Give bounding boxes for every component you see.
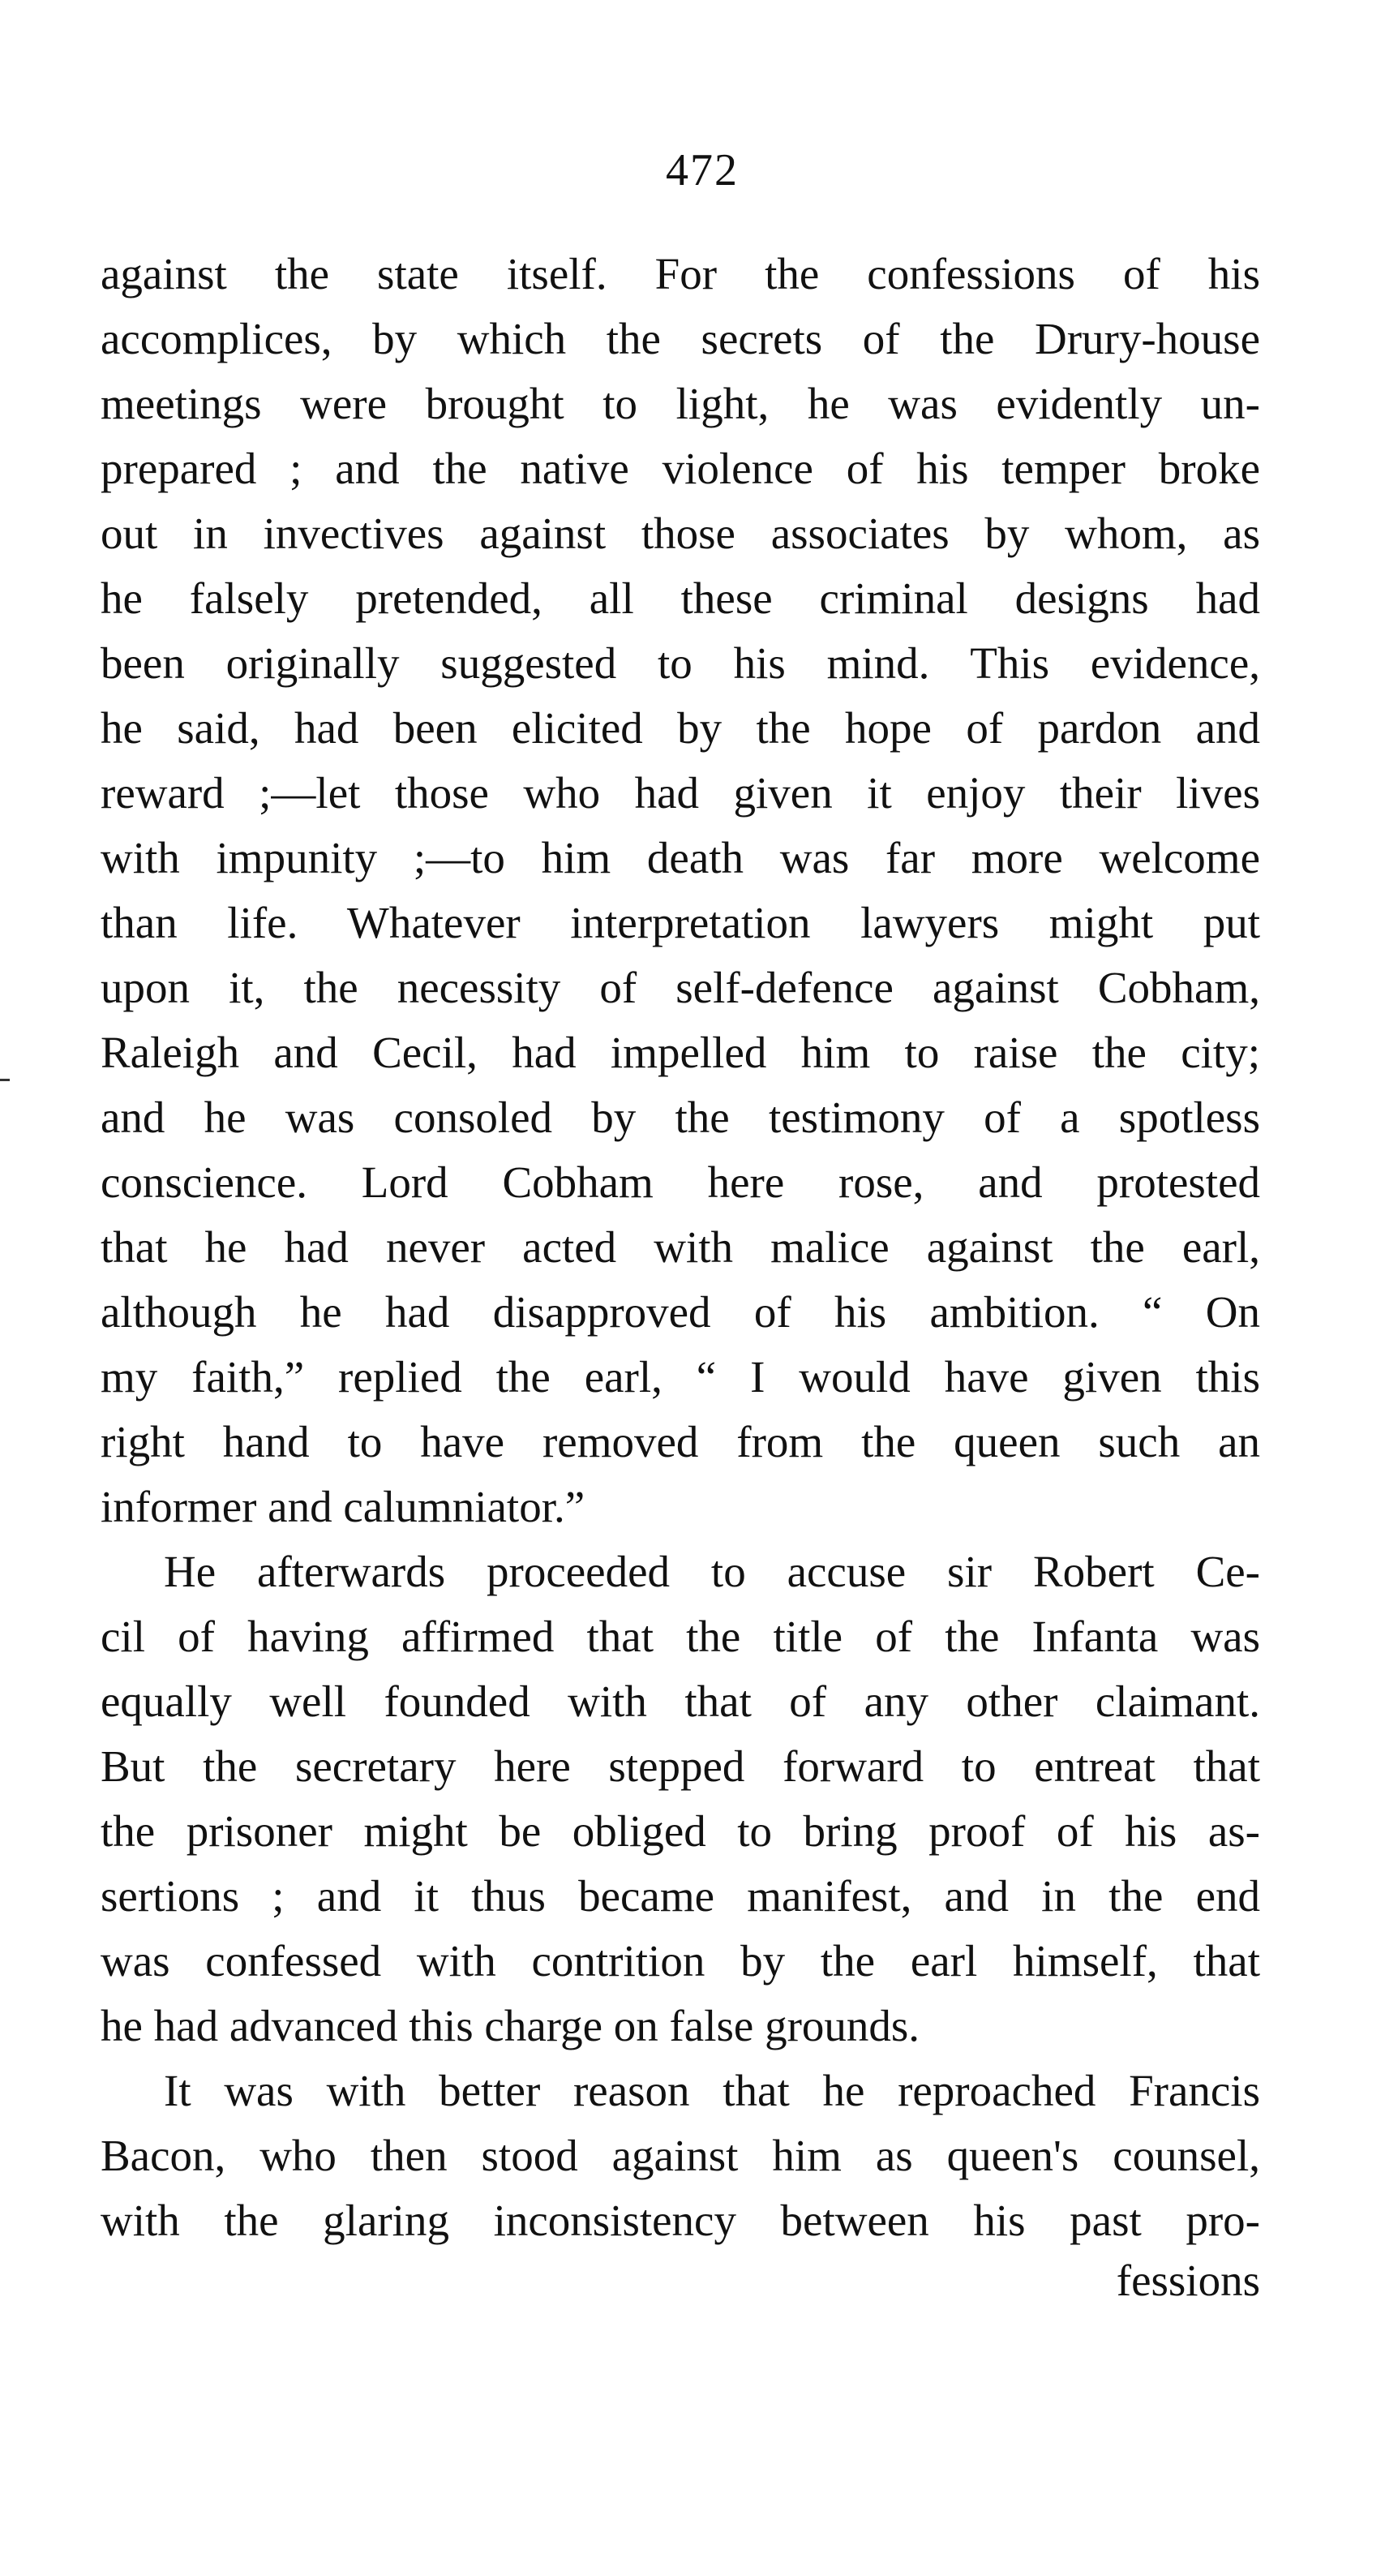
catchword: fessions bbox=[1116, 2256, 1260, 2305]
text-line: against the state itself. For the confessions of his bbox=[101, 249, 1260, 298]
text-line: accomplices, by which the secrets of the Drury-house bbox=[101, 314, 1260, 363]
text-line: right hand to have removed from the queen such an bbox=[101, 1417, 1260, 1466]
text-line: my faith,” replied the earl, “ I would have given this bbox=[101, 1352, 1260, 1402]
text-line: Raleigh and Cecil, had impelled him to raise the city; bbox=[101, 1028, 1260, 1077]
text-line: although he had disapproved of his ambition. “ On bbox=[101, 1287, 1260, 1337]
text-line: prepared ; and the native violence of his temper broke bbox=[101, 444, 1260, 493]
text-line: been originally suggested to his mind. This evidence, bbox=[101, 638, 1260, 688]
text-line: conscience. Lord Cobham here rose, and protested bbox=[101, 1157, 1260, 1207]
text-line: But the secretary here stepped forward to entreat that bbox=[101, 1741, 1260, 1791]
text-line: than life. Whatever interpretation lawyers might put bbox=[101, 898, 1260, 947]
text-line: reward ;—let those who had given it enjoy their lives bbox=[101, 768, 1260, 818]
text-line: he falsely pretended, all these criminal designs had bbox=[101, 573, 1260, 623]
text-line: Bacon, who then stood against him as queen's counsel, bbox=[101, 2131, 1260, 2180]
paragraph-start-line: He afterwards proceeded to accuse sir Robert Ce- bbox=[164, 1547, 1260, 1596]
text-line: equally well founded with that of any other claimant. bbox=[101, 1677, 1260, 1726]
paragraph-start-line: It was with better reason that he reproached Francis bbox=[164, 2066, 1260, 2115]
margin-mark bbox=[0, 1079, 10, 1081]
text-line: the prisoner might be obliged to bring proof of his as- bbox=[101, 1806, 1260, 1856]
text-line: with the glaring inconsistency between his past pro- bbox=[101, 2196, 1260, 2245]
text-line: and he was consoled by the testimony of a spotless bbox=[101, 1093, 1260, 1142]
text-line: sertions ; and it thus became manifest, and in the end bbox=[101, 1871, 1260, 1921]
text-line: cil of having affirmed that the title of the Infanta was bbox=[101, 1612, 1260, 1661]
text-line: that he had never acted with malice against the earl, bbox=[101, 1222, 1260, 1272]
text-line: he said, had been elicited by the hope of pardon and bbox=[101, 703, 1260, 753]
text-line: upon it, the necessity of self-defence against Cobham, bbox=[101, 963, 1260, 1012]
text-line: with impunity ;—to him death was far more welcome bbox=[101, 833, 1260, 882]
text-line: informer and calumniator.” bbox=[101, 1482, 585, 1531]
text-line: was confessed with contrition by the earl himself, that bbox=[101, 1936, 1260, 1986]
text-line: meetings were brought to light, he was evidently un- bbox=[101, 379, 1260, 428]
text-line: he had advanced this charge on false grounds. bbox=[101, 2001, 920, 2050]
page-number: 472 bbox=[666, 145, 739, 195]
text-line: out in invectives against those associates by whom, as bbox=[101, 509, 1260, 558]
